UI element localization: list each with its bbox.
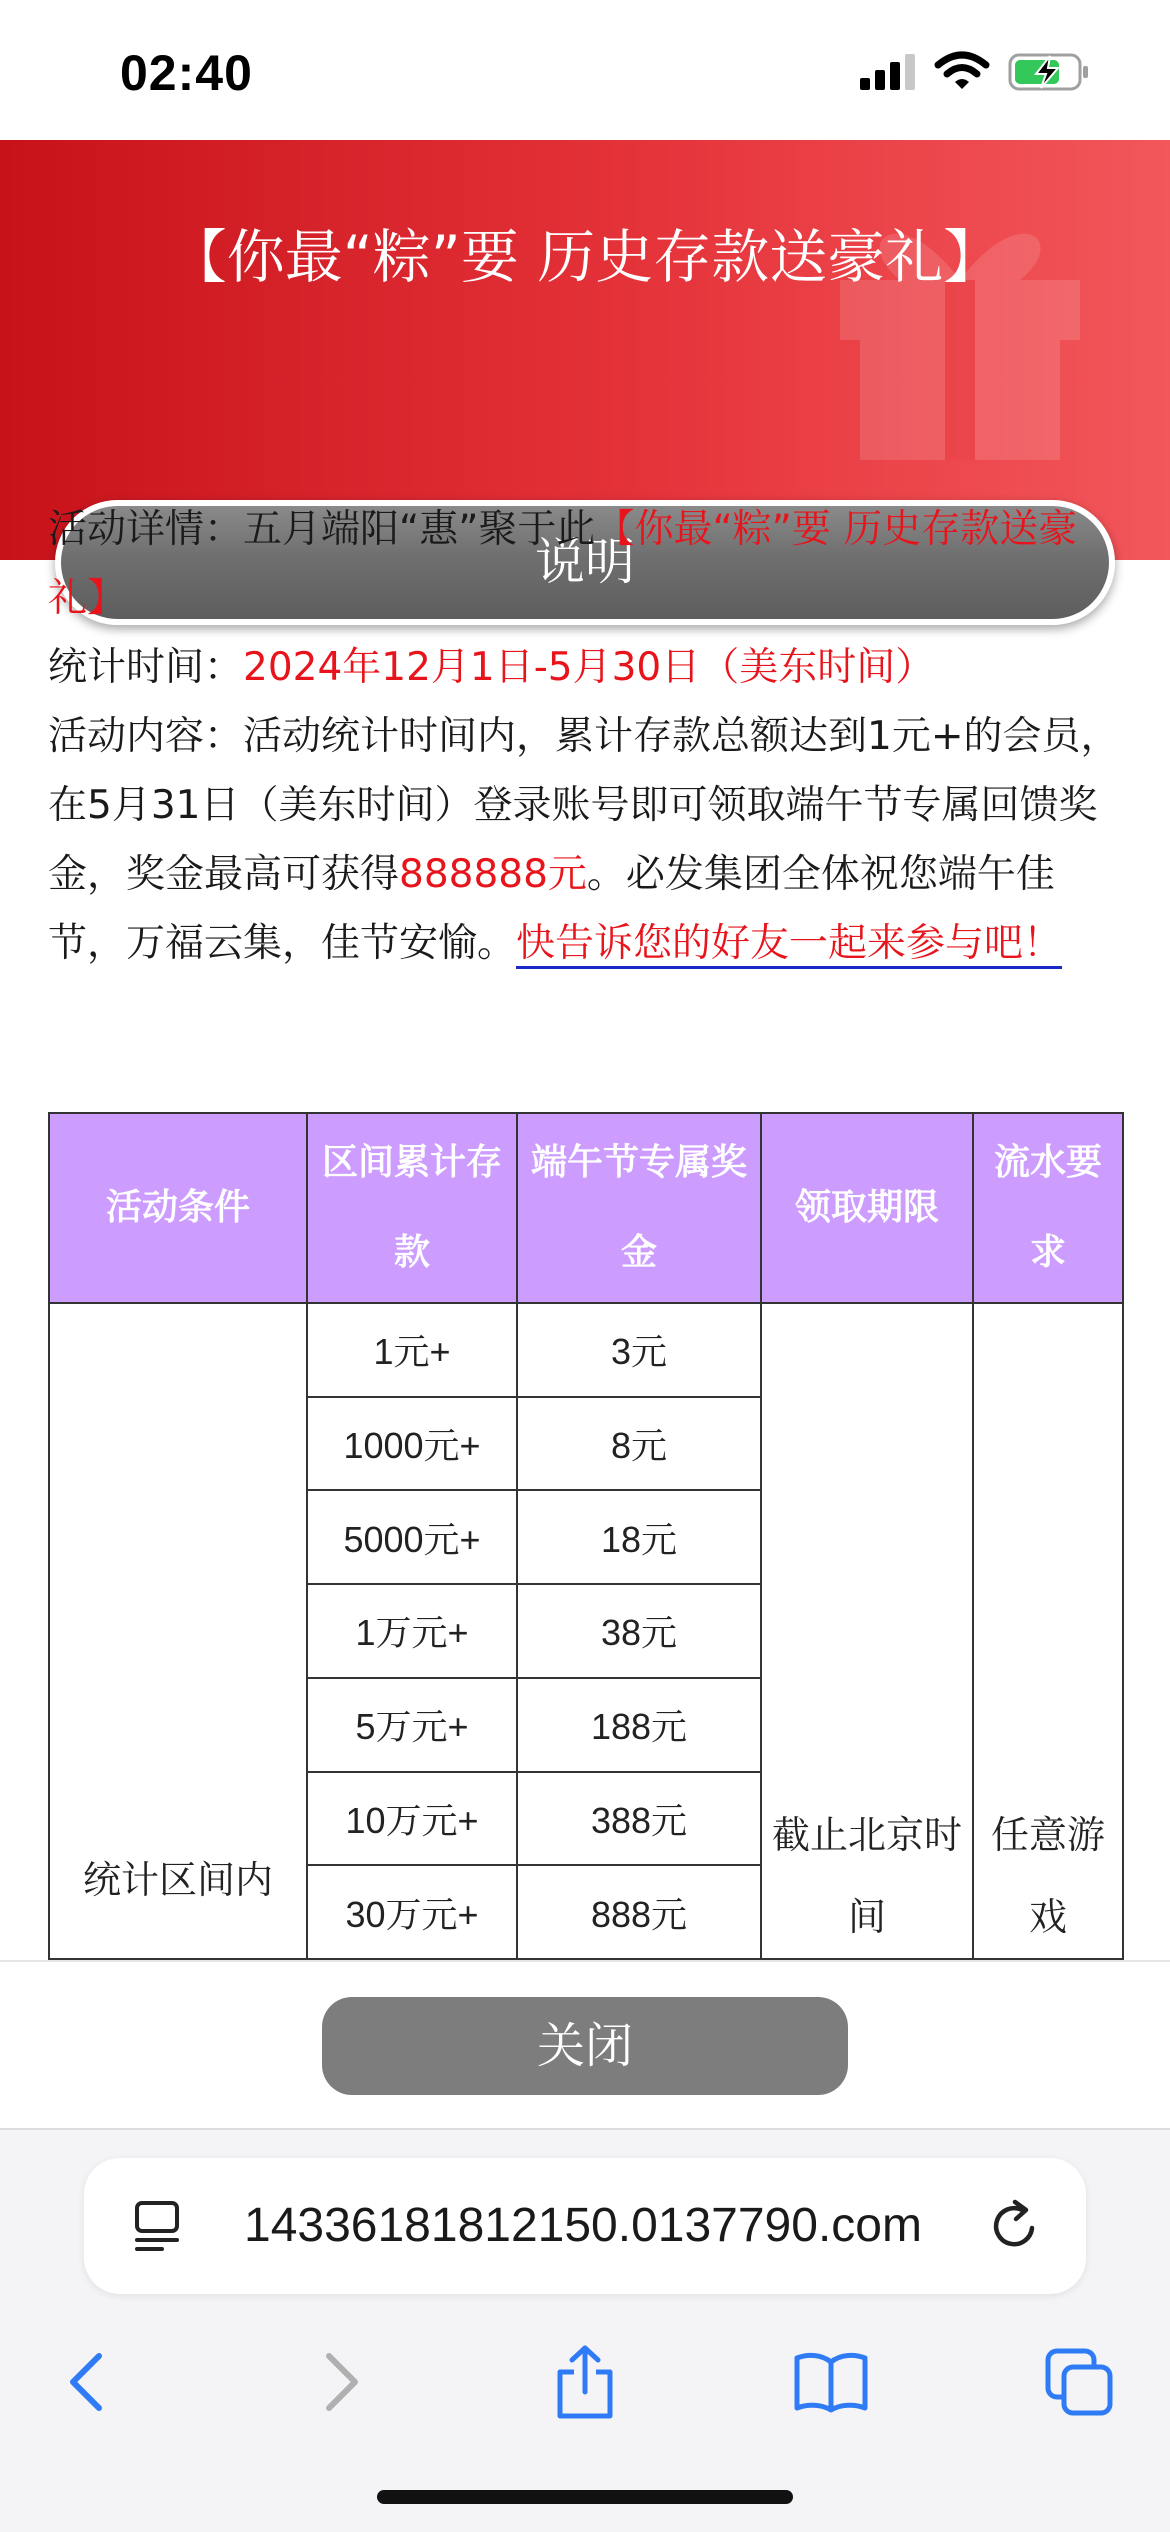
header-wager: 流水要求 — [973, 1113, 1123, 1303]
content-text-after: 。必发集团全体祝您端午佳节，万福云集，佳节安愉。 — [48, 852, 1055, 966]
activity-content — [48, 702, 1128, 978]
reload-icon[interactable] — [988, 2198, 1042, 2258]
address-bar[interactable] — [84, 2158, 1086, 2294]
cellular-signal-icon — [860, 54, 916, 94]
battery-charging-icon — [1008, 52, 1090, 96]
table-header-row — [49, 1113, 1123, 1303]
header-condition: 活动条件 — [49, 1113, 307, 1303]
url-text[interactable]: 14336181812150.0137790.com — [244, 2199, 922, 2252]
content-text: 活动统计时间内，累计存款总额达到1元+的会员，在5月31日（美东时间）登录账号即可领取端午节专属回馈奖金，奖金最高可获得 — [48, 714, 1120, 897]
tabs-icon[interactable] — [1034, 2322, 1124, 2442]
status-bar — [0, 0, 1170, 140]
bonus-table — [48, 1112, 1124, 1960]
stat-time — [48, 633, 1128, 702]
stat-time-value: 2024年12月1日-5月30日（美东时间） — [243, 645, 935, 690]
status-time: 02:40 — [120, 45, 253, 101]
bonus-cell: 8元 — [517, 1397, 761, 1491]
activity-description — [48, 495, 1128, 978]
bonus-table-container[interactable] — [48, 1112, 1122, 1948]
browser-nav — [0, 2322, 1170, 2442]
condition-cell: 统计区间内 — [49, 1303, 307, 1959]
header-deadline: 领取期限 — [761, 1113, 973, 1303]
wifi-icon — [936, 53, 988, 95]
forward-icon[interactable] — [296, 2322, 386, 2442]
bonus-cell: 3元 — [517, 1303, 761, 1397]
deposit-cell: 1万元+ — [307, 1584, 517, 1678]
share-friends-link[interactable]: 快告诉您的好友一起来参与吧！ — [516, 921, 1063, 966]
deposit-cell: 30万元+ — [307, 1865, 517, 1959]
page-menu-icon[interactable] — [134, 2200, 190, 2256]
share-icon[interactable] — [540, 2322, 630, 2442]
home-indicator[interactable] — [377, 2490, 793, 2504]
status-icons — [860, 52, 1090, 96]
browser-toolbar — [0, 2128, 1170, 2532]
banner-title: 【你最“粽”要 历史存款送豪礼】 — [168, 223, 1002, 291]
deposit-cell: 1000元+ — [307, 1397, 517, 1491]
deposit-cell: 5万元+ — [307, 1678, 517, 1772]
bonus-cell: 18元 — [517, 1490, 761, 1584]
header-bonus: 端午节专属奖金 — [517, 1113, 761, 1303]
wager-cell: 任意游戏 — [973, 1303, 1123, 1959]
deposit-cell: 10万元+ — [307, 1772, 517, 1866]
bonus-cell: 388元 — [517, 1772, 761, 1866]
deposit-cell: 1元+ — [307, 1303, 517, 1397]
header-deposit: 区间累计存款 — [307, 1113, 517, 1303]
stat-time-label: 统计时间： — [48, 645, 244, 690]
back-icon[interactable] — [42, 2322, 132, 2442]
bonus-cell: 888元 — [517, 1865, 761, 1959]
details-highlight: 【你最“粽”要 历史存款送豪礼】 — [48, 507, 1078, 621]
details-label: 活动详情： — [48, 507, 244, 552]
explain-button[interactable]: 说明 — [55, 500, 1115, 625]
deposit-cell: 5000元+ — [307, 1490, 517, 1584]
bonus-cell: 38元 — [517, 1584, 761, 1678]
content-label: 活动内容： — [48, 714, 244, 759]
gift-icon — [810, 160, 1110, 464]
close-button[interactable]: 关闭 — [322, 1997, 848, 2095]
table-row — [49, 1303, 1123, 1397]
close-area — [0, 1960, 1170, 2128]
bonus-cell: 188元 — [517, 1678, 761, 1772]
details-text: 五月端阳“惠”聚于此 — [243, 507, 596, 552]
bookmarks-icon[interactable] — [786, 2322, 876, 2442]
max-bonus-amount: 888888元 — [399, 852, 587, 897]
activity-details — [48, 495, 1128, 633]
deadline-cell: 截止北京时间 — [761, 1303, 973, 1959]
